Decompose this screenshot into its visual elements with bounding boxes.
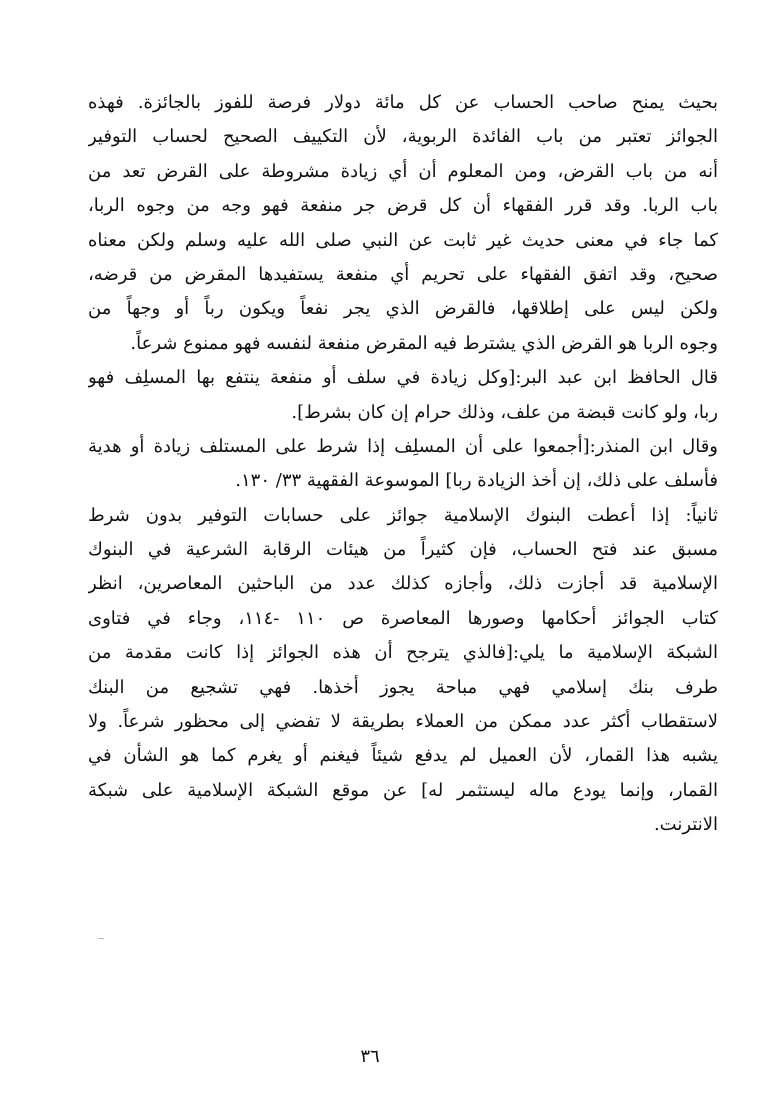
page-number: ٣٦: [360, 1046, 380, 1067]
text-line: كتاب الجوائز أحكامها وصورها المعاصرة ص ١١٠ -١١٤، وجاء في فتاوى: [88, 607, 718, 629]
text-line: الجوائز تعتبر من باب الفائدة الربوية، لأن التكييف الصحيح لحساب التوفير: [88, 126, 718, 148]
paragraph-3: [88, 430, 718, 499]
text-line: لاستقطاب أكثر عدد ممكن من العملاء بطريقة لا تفضي إلى محظور شرعاً. ولا: [88, 711, 718, 733]
text-line: القمار، وإنما يودع ماله ليستثمر له] عن موقع الشبكة الإسلامية على شبكة: [88, 779, 718, 801]
body-text: [88, 86, 718, 843]
paragraph-2: [88, 361, 718, 430]
text-line: وجوه الربا هو القرض الذي يشترط فيه المقرض منفعة لنفسه فهو ممنوع شرعاً.: [130, 332, 718, 354]
text-line: مسبق عند فتح الحساب، فإن كثيراً من هيئات الرقابة الشرعية في البنوك: [88, 539, 718, 561]
text-line: يشبه هذا القمار، لأن العميل لم يدفع شيئاً فيغنم أو يغرم كما هو الشأن في: [88, 745, 718, 767]
text-line: وقال ابن المنذر:[أجمعوا على أن المسلِف إذا شرط على المستلف زيادة أو هدية: [88, 435, 718, 457]
text-line: الإسلامية قد أجازت ذلك، وأجازه كذلك عدد من الباحثين المعاصرين، انظر: [88, 573, 718, 595]
scan-speck: [98, 938, 104, 939]
text-line: ربا، ولو كانت قبضة من علف، وذلك حرام إن كان بشرط].: [291, 401, 718, 423]
text-line: ثانياً: إذا أعطت البنوك الإسلامية جوائز على حسابات التوفير بدون شرط: [88, 504, 718, 526]
text-line: ولكن ليس على إطلاقها، فالقرض الذي يجر نفعاً ويكون رباً أو وجهاً من: [88, 298, 718, 320]
text-line: صحيح، وقد اتفق الفقهاء على تحريم أي منفعة يستفيدها المقرض من قرضه،: [88, 263, 718, 285]
text-line: باب الربا. وقد قرر الفقهاء أن كل قرض جر منفعة فهو وجه من وجوه الربا،: [88, 195, 718, 217]
text-line: أنه من باب القرض، ومن المعلوم أن أي زيادة مشروطة على القرض تعد من: [88, 160, 718, 182]
text-line: الشبكة الإسلامية ما يلي:[فالذي يترجح أن هذه الجوائز إذا كانت مقدمة من: [88, 642, 718, 664]
paragraph-1: [88, 86, 718, 361]
text-line: الانترنت.: [653, 814, 718, 836]
text-line: قال الحافظ ابن عبد البر:[وكل زيادة في سلف أو منفعة ينتفع بها المسلِف فهو: [88, 367, 718, 389]
text-line: فأسلف على ذلك، إن أخذ الزيادة ربا] الموسوعة الفقهية ٣٣/ ١٣٠.: [235, 470, 718, 492]
text-line: بحيث يمنح صاحب الحساب عن كل مائة دولار فرصة للفوز بالجائزة. فهذه: [88, 92, 718, 113]
paragraph-4: [88, 499, 718, 843]
text-line: كما جاء في معنى حديث غير ثابت عن النبي صلى الله عليه وسلم ولكن معناه: [88, 229, 718, 251]
text-line: طرف بنك إسلامي فهي مباحة يجوز أخذها. فهي تشجيع من البنك: [88, 676, 718, 698]
